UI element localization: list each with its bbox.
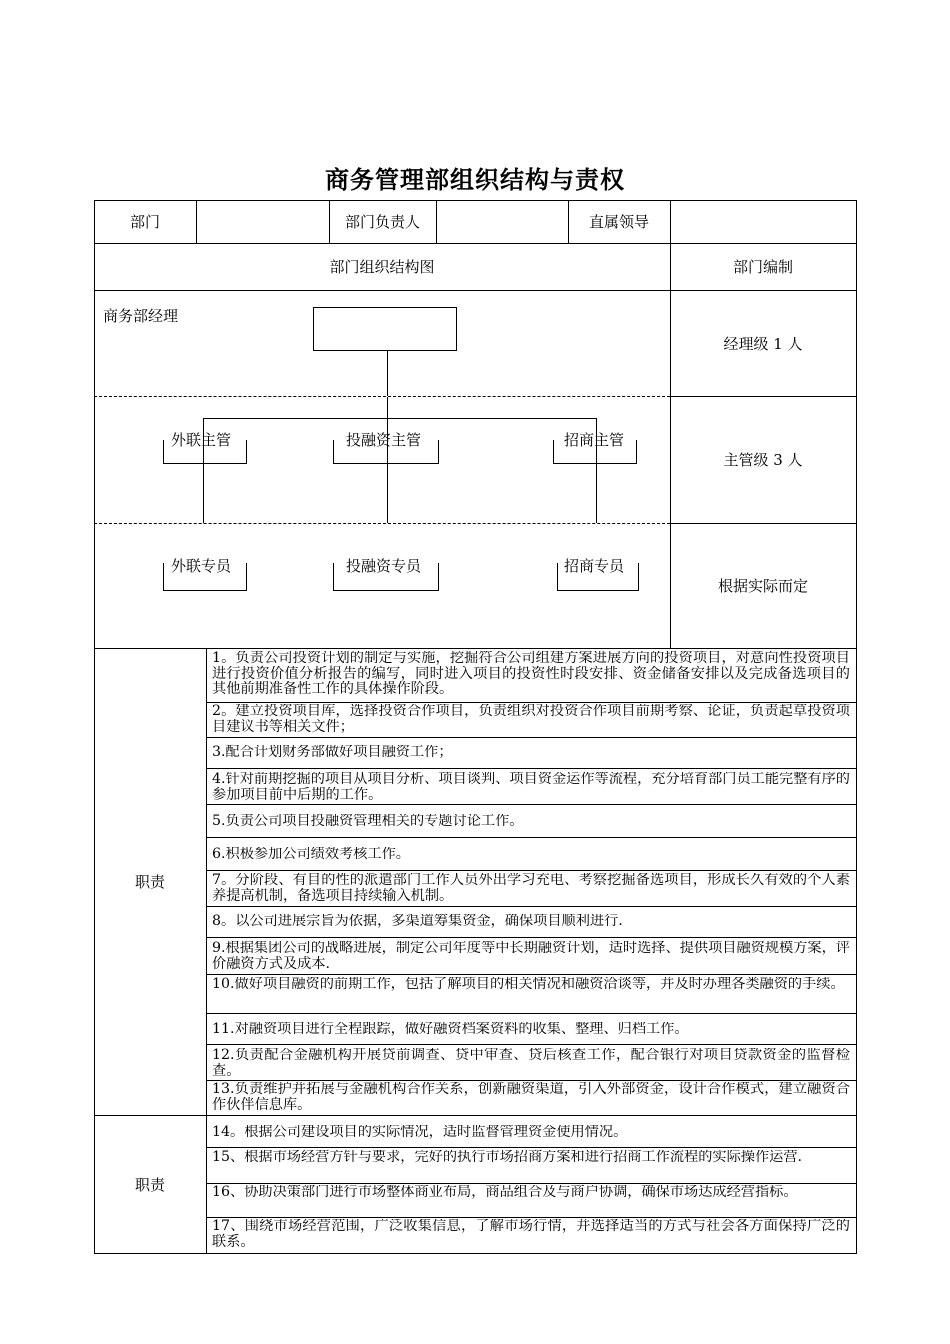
document-title: 商务管理部组织结构与责权: [325, 166, 625, 194]
duty-item: 15、根据市场经营方针与要求，完好的执行市场招商方案和进行招商工作流程的实际操作运营.: [212, 1150, 803, 1165]
dept-head-label: 部门负责人: [344, 213, 420, 231]
supervisor-attraction: 招商主管: [564, 431, 625, 449]
duty-divider: [206, 906, 857, 907]
duty-divider: [206, 1147, 857, 1148]
duty-item: 9.根据集团公司的战略进展，制定公司年度等中长期融资计划，适时选择、提供项目融资规模方案，评价融资方式及成本.: [212, 941, 850, 972]
specialist-liaison: 外联专员: [171, 557, 232, 575]
specialist-attraction: 招商专员: [564, 557, 625, 575]
duty-divider: [206, 1013, 857, 1014]
dashed-level-divider: [94, 396, 670, 397]
duty-divider: [206, 768, 857, 769]
duty-divider: [206, 804, 857, 805]
duty-item: 10.做好项目融资的前期工作，包括了解项目的相关情况和融资洽谈等，并及时办理各类融资的手续。: [212, 977, 845, 992]
duty-item: 5.负责公司项目投融资管理相关的专题讨论工作。: [212, 814, 524, 829]
table-right-border: [856, 200, 857, 1253]
duty-item: 14。根据公司建设项目的实际情况，适时监督管理资金使用情况。: [212, 1125, 628, 1140]
duties-label: 职责: [134, 1175, 165, 1194]
duty-item: 2。建立投资项目库，选择投资合作项目，负责组织对投资合作项目前期考察、论证，负责起草投资项目建议书等相关文件；: [212, 704, 850, 735]
duty-item: 13.负责维护并拓展与金融机构合作关系，创新融资渠道，引入外部资金，设计合作模式，建立融资合作伙伴信息库。: [212, 1082, 850, 1113]
duty-divider: [206, 937, 857, 938]
duty-item: 6.积极参加公司绩效考核工作。: [212, 847, 410, 862]
connector-line: [387, 397, 388, 419]
direct-leader-value[interactable]: [670, 200, 856, 243]
row-divider: [94, 1115, 857, 1116]
connector-line: [387, 351, 388, 396]
staffing-heading: 部门编制: [732, 258, 793, 276]
duty-item: 8。以公司进展宗旨为依据，多渠道筹集资金，确保项目顺利进行.: [212, 914, 623, 929]
manager-title: 商务部经理: [103, 307, 179, 325]
duty-item: 11.对融资项目进行全程跟踪，做好融资档案资料的收集、整理、归档工作。: [212, 1022, 689, 1037]
duty-divider: [206, 737, 857, 738]
duty-divider: [206, 1080, 857, 1081]
row-divider: [94, 648, 857, 649]
dashed-level-divider: [94, 523, 670, 524]
duty-divider: [206, 702, 857, 703]
duty-item: 12.负责配合金融机构开展贷前调查、贷中审查、贷后核查工作，配合银行对项目贷款资金的监督检查。: [212, 1048, 850, 1079]
duty-divider: [206, 1044, 857, 1045]
connector-bus: [203, 418, 597, 419]
duty-item: 4.针对前期挖掘的项目从项目分析、项目谈判、项目资金运作等流程，充分培育部门员工能完整有序的参加项目前中后期的工作。: [212, 772, 850, 803]
specialist-investment: 投融资专员: [346, 557, 422, 575]
duties-label: 职责: [134, 873, 165, 891]
duty-divider: [206, 837, 857, 838]
dept-head-value[interactable]: [436, 200, 568, 243]
duty-item: 16、协助决策部门进行市场整体商业布局，商品组合及与商户协调，确保市场达成经营指标。: [212, 1185, 798, 1200]
duty-item: 1。负责公司投资计划的制定与实施，挖掘符合公司组建方案进展方向的投资项目，对意向性投资项目进行投资价值分析报告的编写，同时进入项目的投资性时段安排、资金储备安排以及完成备选项目的其他前期准备性工作的具体操作阶段。: [212, 651, 850, 697]
org-chart-heading: 部门组织结构图: [329, 258, 435, 276]
duty-item: 7。分阶段、有目的性的派遣部门工作人员外出学习充电、考察挖掘备选项目，形成长久有效的个人素养提高机制，备选项目持续输入机制。: [212, 873, 850, 904]
duty-item: 3.配合计划财务部做好项目融资工作；: [212, 745, 453, 760]
supervisor-investment: 投融资主管: [346, 431, 422, 449]
direct-leader-label: 直属领导: [588, 213, 649, 231]
col-divider: [206, 648, 207, 1253]
staffing-supervisor: 主管级 3 人: [723, 451, 803, 469]
table-bottom-border: [94, 1253, 857, 1254]
duty-item: 17、围绕市场经营范围，广泛收集信息，了解市场行情，并选择适当的方式与社会各方面保持广泛的联系。: [212, 1219, 850, 1250]
staffing-specialist: 根据实际而定: [717, 577, 808, 595]
duty-divider: [206, 1217, 857, 1218]
dept-value[interactable]: [196, 200, 329, 243]
duty-divider: [206, 1183, 857, 1184]
supervisor-liaison: 外联主管: [171, 431, 232, 449]
manager-box: [313, 307, 457, 351]
duty-divider: [206, 974, 857, 975]
dept-label: 部门: [129, 213, 160, 231]
staffing-manager: 经理级 1 人: [723, 334, 803, 353]
duty-divider: [206, 870, 857, 871]
